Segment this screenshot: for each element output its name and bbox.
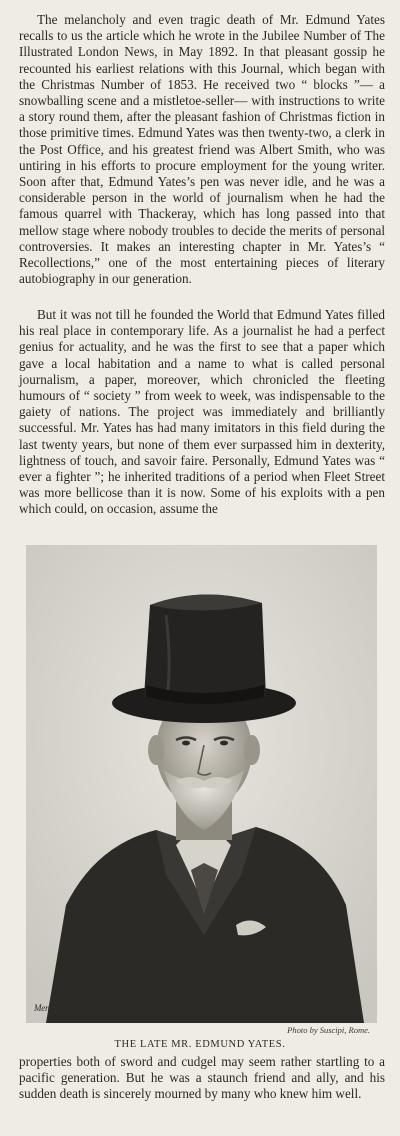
paragraph-1-text: The melancholy and even tragic death of Mr. Edmund Yates recalls to us the article which he wrote in the Jubilee Number of The Illustrated London News, in May 1892. In that pleasant gossip he recounted his earliest relations with this Journal, which began with the Christmas Number of 1853. He received two “ blocks ”— a snowballing scene and a mistletoe-seller— with instructions to write a story round them, after the pleasant fashion of Christmas fiction in those primitive times. Edmund Yates was then twenty-two, a clerk in the Post Office, and his greatest friend was Albert Smith, who was untiring in his efforts to procure employment for the young writer. Soon after that, Edmund Yates’s pen was never idle, and he was a considerable person in the world of journalism when he had the famous quarrel with Thackeray, which has long passed into that mellow stage where nobody troubles to decide the merits of personal controversies. It makes an interesting chapter in Mr. Yates’s “ Recollections,” one of the most entertaining pieces of literary autobiography in our generation. [19, 12, 385, 287]
article-paragraph-1 [19, 12, 385, 287]
portrait-engraving [26, 545, 377, 1023]
article-paragraph-3 [19, 1054, 385, 1103]
portrait-caption: THE LATE MR. EDMUND YATES. [114, 1039, 286, 1050]
portrait-figure-icon [26, 545, 377, 1023]
engraver-signature: Mensenbach [34, 1003, 78, 1013]
paragraph-3-text: properties both of sword and cudgel may seem rather startling to a pacific generation. But he was a staunch friend and ally, and his sudden death is sincerely mourned by many who knew him well. [19, 1054, 385, 1102]
paragraph-2-text: But it was not till he founded the World that Edmund Yates filled his real place in contemporary life. As a journalist he had a perfect genius for actuality, and he was the first to see that a paper which gave a local habitation and a name to what is called personal journalism, a paper, moreover, which chronicled the fleeting humours of “ society ” from week to week, was indispensable to the gaiety of nations. The project was immediately and brilliantly successful. Mr. Yates has had many imitators in this field during the last twenty years, but none of them ever surpassed him in dexterity, lightness of touch, and savoir faire. Personally, Edmund Yates was “ ever a fighter ”; he inherited traditions of a period when Fleet Street was more bellicose than it is now. Some of his exploits with a pen which could, on occasion, assume the [19, 307, 385, 517]
article-paragraph-2 [19, 307, 385, 518]
photo-credit: Photo by Suscipi, Rome. [287, 1025, 370, 1035]
